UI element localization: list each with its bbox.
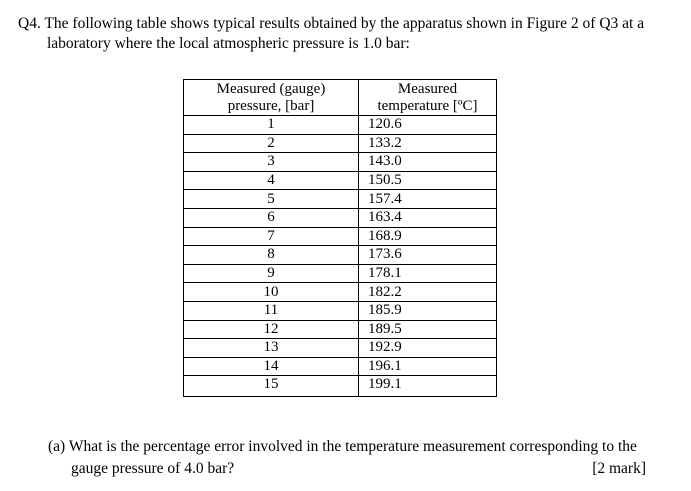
- table-body: [184, 116, 497, 397]
- header-temperature: [359, 80, 497, 116]
- header-pressure-line2: pressure, [bar]: [227, 98, 315, 114]
- question-intro-line1: The following table shows typical results obtained by the apparatus shown in Figure 2 of Q3 at a: [44, 15, 645, 32]
- question-number: Q4.: [18, 15, 41, 32]
- header-temperature-line1: Measured: [397, 81, 458, 97]
- question-intro: [18, 14, 678, 54]
- table-row: [184, 208, 497, 227]
- part-a-line1: What is the percentage error involved in the temperature measurement corresponding to the: [68, 438, 637, 455]
- header-pressure-line1: Measured (gauge): [216, 81, 326, 97]
- part-a-line2: gauge pressure of 4.0 bar?: [71, 460, 235, 477]
- table-row: [184, 134, 497, 153]
- header-pressure: [184, 80, 359, 116]
- table-row: [184, 301, 497, 320]
- pressure-cell: 7: [184, 227, 359, 246]
- temperature-cell: 173.6: [359, 246, 497, 265]
- pressure-cell: 8: [184, 246, 359, 265]
- temperature-cell: 199.1: [359, 376, 497, 397]
- temperature-cell: 178.1: [359, 264, 497, 283]
- question-intro-line2: laboratory where the local atmospheric pressure is 1.0 bar:: [47, 35, 410, 52]
- temperature-cell: 192.9: [359, 339, 497, 358]
- pressure-cell: 3: [184, 153, 359, 172]
- table-row: [184, 339, 497, 358]
- temperature-cell: 150.5: [359, 171, 497, 190]
- part-a-mark: [2 mark]: [592, 460, 646, 477]
- pressure-cell: 4: [184, 171, 359, 190]
- table-row: [184, 246, 497, 265]
- table-row: [184, 283, 497, 302]
- pressure-cell: 14: [184, 357, 359, 376]
- temperature-cell: 182.2: [359, 283, 497, 302]
- pressure-cell: 9: [184, 264, 359, 283]
- pressure-cell: 11: [184, 301, 359, 320]
- temperature-cell: 168.9: [359, 227, 497, 246]
- temperature-cell: 133.2: [359, 134, 497, 153]
- header-temperature-line2: temperature [ºC]: [377, 98, 478, 114]
- table-row: [184, 153, 497, 172]
- table-row: [184, 116, 497, 135]
- part-a-line2-wrap: [48, 458, 660, 480]
- pressure-cell: 2: [184, 134, 359, 153]
- table-row: [184, 357, 497, 376]
- temperature-cell: 120.6: [359, 116, 497, 135]
- pressure-cell: 10: [184, 283, 359, 302]
- table-row: [184, 171, 497, 190]
- table-row: [184, 376, 497, 397]
- temperature-cell: 196.1: [359, 357, 497, 376]
- pressure-cell: 6: [184, 208, 359, 227]
- temperature-cell: 143.0: [359, 153, 497, 172]
- part-a-label: (a): [48, 438, 66, 455]
- part-a: [48, 436, 660, 480]
- table-row: [184, 227, 497, 246]
- temperature-cell: 163.4: [359, 208, 497, 227]
- table-header-row: [184, 80, 497, 116]
- pressure-cell: 12: [184, 320, 359, 339]
- table-row: [184, 190, 497, 209]
- pressure-cell: 1: [184, 116, 359, 135]
- table-row: [184, 320, 497, 339]
- pressure-cell: 5: [184, 190, 359, 209]
- table-row: [184, 264, 497, 283]
- temperature-cell: 185.9: [359, 301, 497, 320]
- temperature-cell: 189.5: [359, 320, 497, 339]
- results-table: [183, 79, 497, 397]
- pressure-cell: 15: [184, 376, 359, 397]
- temperature-cell: 157.4: [359, 190, 497, 209]
- pressure-cell: 13: [184, 339, 359, 358]
